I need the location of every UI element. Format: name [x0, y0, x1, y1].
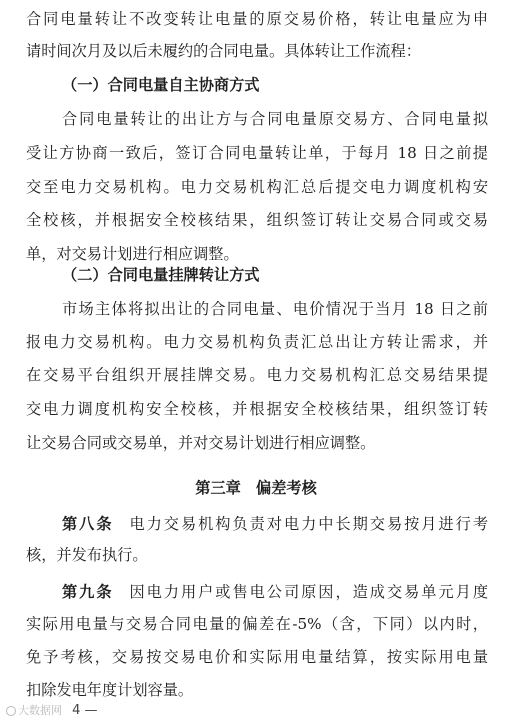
paragraph-line: 市场主体将拟出让的合同电量、电价情况于当月 18 日之前: [62, 300, 488, 318]
paragraph-line: 单，对交易计划进行相应调整。: [26, 245, 239, 263]
paragraph-line: 交至电力交易机构。电力交易机构汇总后提交电力调度机构安: [26, 178, 488, 196]
watermark-text: 大数据网: [18, 704, 62, 717]
paragraph-line: 免予考核，交易按交易电价和实际用电量结算，按实际用电量: [26, 648, 488, 666]
paragraph-line: 扣除发电年度计划容量。: [26, 681, 194, 699]
article-label: 第九条: [62, 583, 114, 601]
article-line: [62, 513, 488, 535]
article-text: 电力交易机构负责对电力中长期交易按月进行考: [127, 515, 488, 533]
article-label: 第八条: [62, 515, 114, 533]
article-line: [62, 581, 488, 603]
paragraph-line: 实际用电量与交易合同电量的偏差在-5%（含，下同）以内时，: [26, 615, 488, 633]
paragraph-line: 全校核，并根据安全校核结果，组织签订转让交易合同或交易: [26, 211, 488, 229]
page-number: 4 —: [72, 703, 98, 718]
section-heading: （一）合同电量自主协商方式: [62, 76, 260, 94]
section-heading: （二）合同电量挂牌转让方式: [62, 266, 260, 284]
paragraph-line: 合同电量转让的出让方与合同电量原交易方、合同电量拟: [62, 110, 488, 128]
paragraph-line: 在交易平台组织开展挂牌交易。电力交易机构汇总交易结果提: [26, 366, 488, 384]
paragraph-line: 核，并发布执行。: [26, 546, 148, 564]
paragraph-line: 让交易合同或交易单，并对交易计划进行相应调整。: [26, 434, 376, 452]
watermark-logo-icon: [6, 706, 16, 716]
chapter-title: 第三章 偏差考核: [195, 479, 317, 497]
paragraph-line: 合同电量转让不改变转让电量的原交易价格，转让电量应为申: [26, 10, 488, 28]
paragraph-line: 交电力调度机构安全校核，并根据安全校核结果，组织签订转: [26, 400, 488, 418]
paragraph-line: 请时间次月及以后未履约的合同电量。具体转让工作流程：: [26, 42, 421, 60]
page-footer: [6, 702, 98, 720]
watermark: [6, 702, 62, 720]
article-text: 因电力用户或售电公司原因，造成交易单元月度: [127, 583, 488, 601]
paragraph-line: 报电力交易机构。电力交易机构负责汇总出让方转让需求，并: [26, 333, 488, 351]
paragraph-line: 受让方协商一致后，签订合同电量转让单，于每月 18 日之前提: [26, 144, 488, 162]
